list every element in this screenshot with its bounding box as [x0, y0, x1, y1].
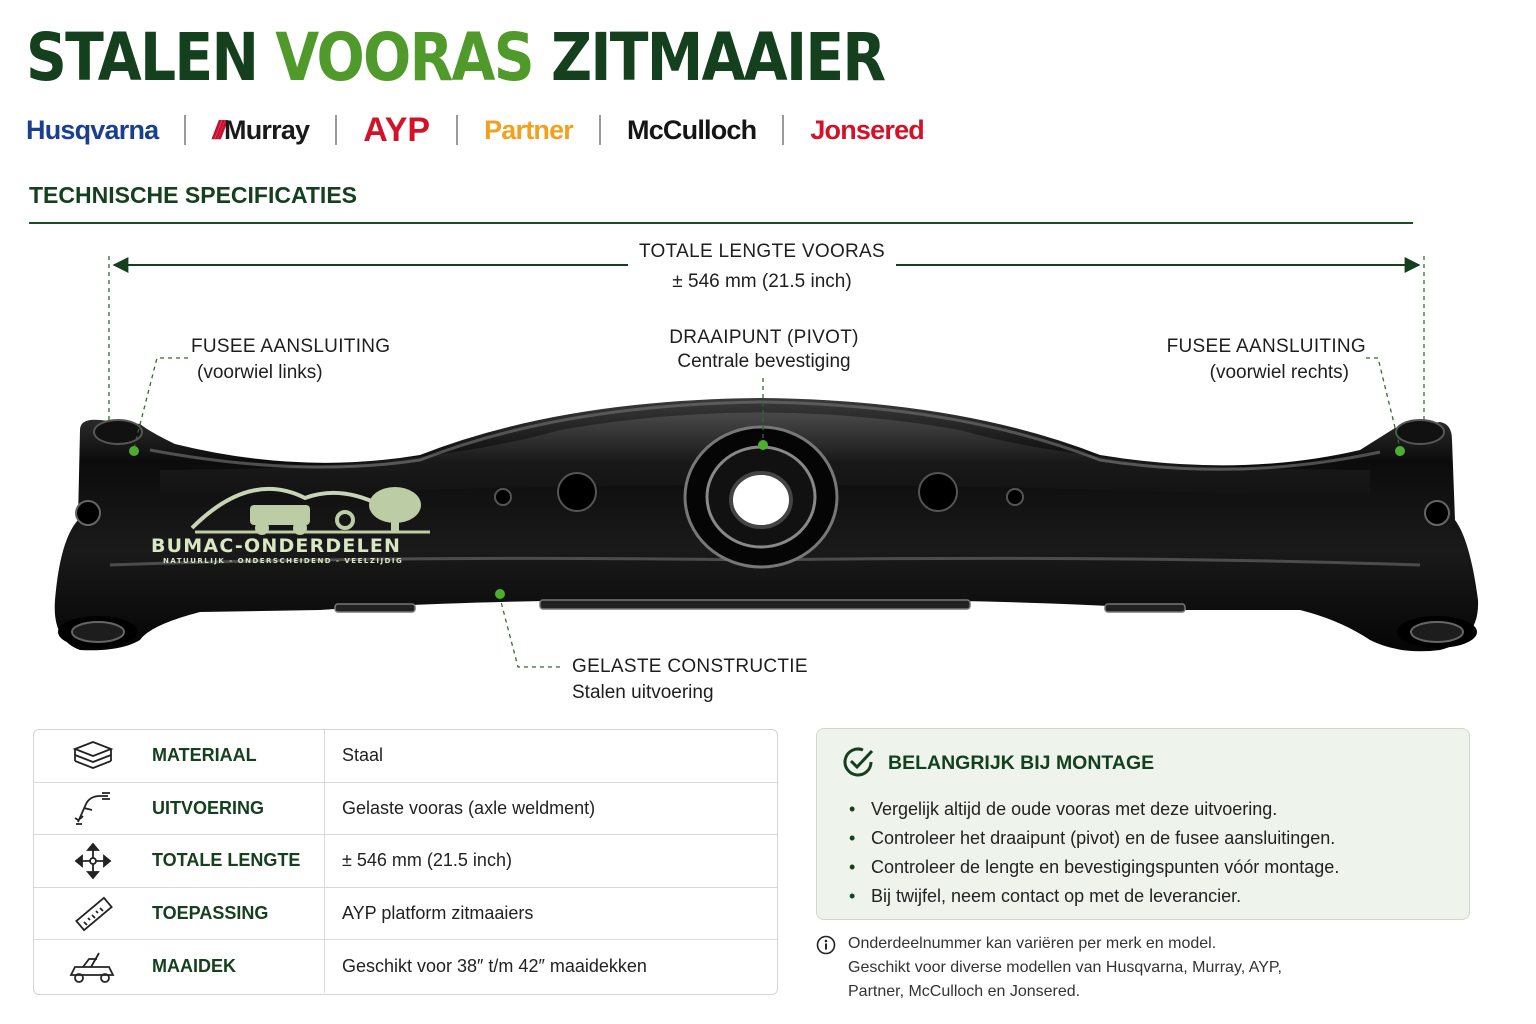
pivot-sub: Centrale bevestiging [677, 351, 851, 372]
brand-separator [335, 115, 337, 145]
brand-ayp: AYP [363, 110, 431, 149]
weld-title: GELASTE CONSTRUCTIE [572, 656, 808, 677]
list-item: • Controleer de lengte en bevestigingspunten vóór montage. [849, 853, 1339, 882]
brand-partner: Partner [484, 114, 574, 145]
montage-title: BELANGRIJK BIJ MONTAGE [888, 752, 1155, 774]
brand-murray-label: Murray [224, 114, 310, 145]
note-line: Onderdeelnummer kan variëren per merk en model. [848, 935, 1217, 952]
montage-info-box [816, 728, 1470, 920]
info-icon [816, 935, 836, 955]
brand-separator [456, 115, 458, 145]
table-row [34, 940, 777, 993]
murray-logo-mark: /// [212, 114, 223, 145]
pivot-label [662, 326, 866, 374]
weld-sub: Stalen uitvoering [572, 682, 714, 703]
axle-diagram [0, 230, 1536, 710]
spec-key-toepassing: TOEPASSING [152, 888, 325, 940]
section-title: TECHNISCHE SPECIFICATIES [29, 182, 357, 208]
spec-value-totale-lengte: ± 546 mm (21.5 inch) [342, 850, 512, 871]
spec-value-materiaal: Staal [342, 745, 384, 766]
layers-icon [34, 730, 152, 782]
list-item: • Vergelijk altijd de oude vooras met deze uitvoering. [849, 795, 1339, 824]
weld-label [572, 654, 808, 706]
spec-key-materiaal: MATERIAAL [152, 730, 325, 782]
page-title [26, 14, 884, 102]
welding-torch-icon [34, 783, 152, 835]
table-row [34, 730, 777, 783]
spec-key-totale-lengte: TOTALE LENGTE [152, 835, 325, 887]
spec-value-toepassing: AYP platform zitmaaiers [342, 903, 534, 924]
montage-list [849, 795, 1339, 911]
section-divider [29, 222, 1413, 224]
brand-list [26, 110, 924, 150]
lawn-mower-icon [34, 940, 152, 993]
title-part-1: STALEN [26, 19, 276, 96]
brand-separator [184, 115, 186, 145]
list-item: • Bij twijfel, neem contact op met de leverancier. [849, 882, 1339, 911]
right-fusee-label [1160, 334, 1366, 386]
brand-separator [782, 115, 784, 145]
spec-value-uitvoering: Gelaste vooras (axle weldment) [342, 797, 596, 818]
watermark-tagline: NATUURLIJK - ONDERSCHEIDEND - VEELZIJDIG [163, 557, 404, 565]
spec-key-uitvoering: UITVOERING [152, 783, 325, 835]
length-label [628, 240, 896, 294]
length-title: TOTALE LENGTE VOORAS [638, 241, 886, 262]
brand-husqvarna: Husqvarna [26, 114, 159, 145]
brand-murray [212, 115, 309, 146]
brand-separator [599, 115, 601, 145]
left-fusee-title: FUSEE AANSLUITING [191, 336, 391, 357]
spec-table [33, 729, 778, 995]
brand-mcculloch: McCulloch [627, 114, 757, 145]
spec-key-maaidek: MAAIDEK [152, 940, 325, 993]
right-fusee-sub: (voorwiel rechts) [1209, 362, 1349, 383]
watermark-name: BUMAC-ONDERDELEN [151, 535, 402, 557]
title-part-3: ZITMAAIER [532, 19, 885, 96]
pivot-title: DRAAIPUNT (PIVOT) [669, 327, 859, 348]
note-line: Partner, McCulloch en Jonsered. [848, 983, 1081, 1000]
title-part-2: VOORAS [275, 19, 533, 96]
check-circle-icon [841, 745, 875, 779]
brand-jonsered: Jonsered [810, 114, 924, 145]
move-arrows-icon [34, 835, 152, 887]
left-fusee-sub: (voorwiel links) [197, 362, 323, 383]
info-note [848, 932, 1448, 1004]
left-fusee-label [191, 334, 390, 386]
length-value: ± 546 mm (21.5 inch) [672, 271, 852, 292]
note-line: Geschikt voor diverse modellen van Husqvarna, Murray, AYP, [848, 959, 1282, 976]
ruler-icon [34, 888, 152, 940]
spec-value-maaidek: Geschikt voor 38″ t/m 42″ maaidekken [342, 956, 647, 977]
list-item: • Controleer het draaipunt (pivot) en de fusee aansluitingen. [849, 824, 1339, 853]
table-row [34, 783, 777, 836]
table-row [34, 888, 777, 941]
right-fusee-title: FUSEE AANSLUITING [1166, 336, 1366, 357]
table-row [34, 835, 777, 888]
